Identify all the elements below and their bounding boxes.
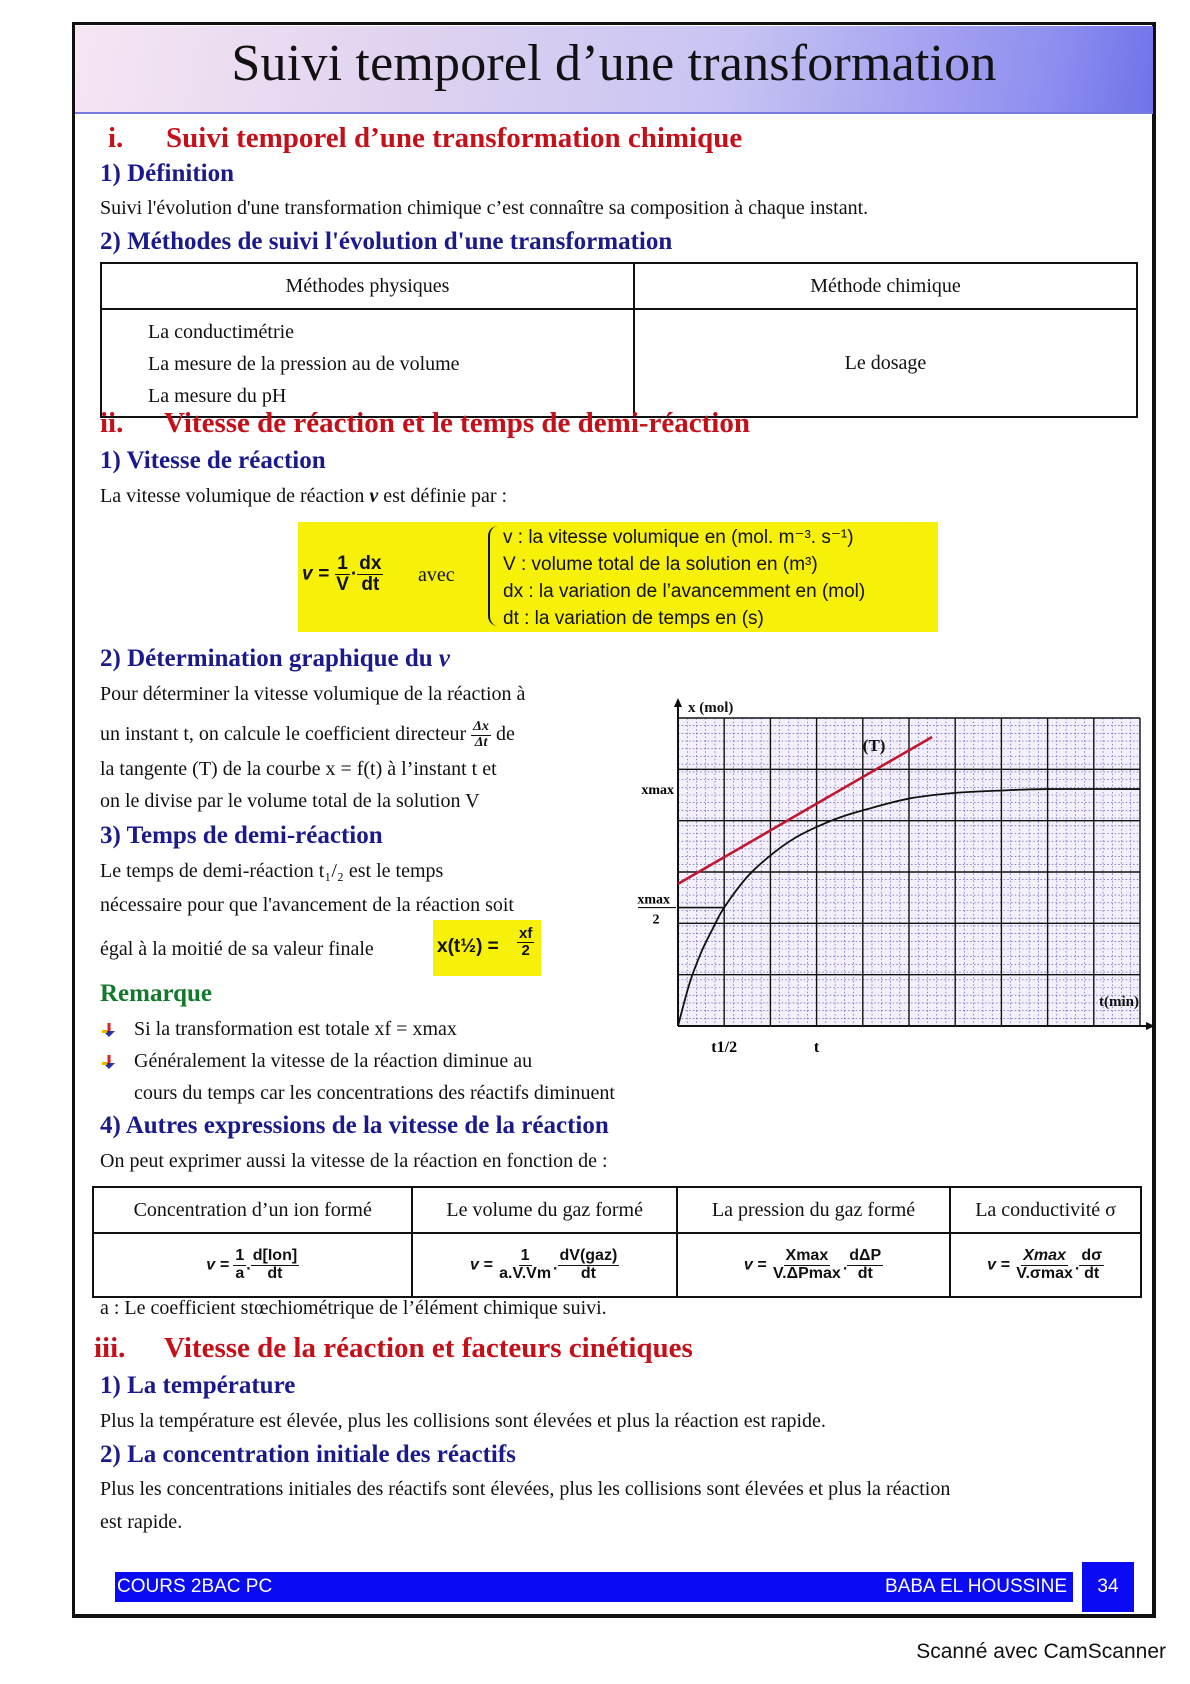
y-axis-label: x (mol)	[688, 700, 734, 716]
intro-text: La vitesse volumique de réaction	[100, 485, 370, 507]
concentration-text-1: Plus les concentrations initiales des réactifs sont élevées, plus les collisions sont élevées et plus la réaction	[100, 1478, 951, 1500]
formula-lhs: v =	[206, 1256, 229, 1274]
speed-header: La pression du gaz formé	[677, 1187, 950, 1233]
y-tick-label: xmax	[637, 892, 670, 908]
reaction-speed-intro	[100, 485, 507, 508]
frac-den: 2	[521, 941, 530, 959]
physical-methods-cell	[101, 309, 634, 417]
intro-variable: v	[369, 485, 379, 507]
remark-item-2-continued: cours du temps car les concentrations des réactifs diminuent	[134, 1082, 615, 1104]
formula-lhs: v =	[302, 563, 329, 585]
frac-num: dσ	[1081, 1246, 1103, 1264]
fraction	[1014, 1248, 1075, 1283]
section-2-heading	[100, 407, 750, 440]
arrow-down-bullet-icon	[100, 1021, 118, 1039]
fraction	[1079, 1248, 1104, 1283]
line-text-end: de	[490, 722, 515, 745]
methods-header-chemical: Méthode chimique	[634, 263, 1137, 309]
section-2-title: Vitesse de réaction et le temps de demi-réaction	[164, 407, 750, 439]
concentration-heading: 2) La concentration initiale des réactifs	[100, 1441, 516, 1468]
formula-lhs: v =	[743, 1256, 767, 1274]
speed-formula-cell: v = $\frac{1}{a}$ . $\frac{\text{d[Ion]}}{dt}$	[93, 1233, 412, 1297]
title-band	[75, 26, 1153, 114]
fraction-1-over-V	[334, 554, 351, 595]
frac-den: Δt	[474, 734, 488, 750]
definition-item: dx : la variation de l’avancemment en (mol)	[503, 581, 866, 602]
line-text: un instant t, on calcule le coefficient directeur	[100, 722, 467, 745]
half-reaction-line-3: égal à la moitié de sa valeur finale	[100, 938, 374, 960]
arrow-down-bullet-icon	[100, 1053, 118, 1071]
section-1-heading	[108, 122, 742, 155]
graphical-line-1: Pour déterminer la vitesse volumique de la réaction à	[100, 683, 526, 705]
slope-fraction	[471, 720, 491, 750]
methods-header-physical: Méthodes physiques	[101, 263, 634, 309]
speed-formula-box	[298, 522, 938, 632]
section-3-heading	[94, 1332, 693, 1365]
variable-definitions	[503, 524, 865, 632]
frac-num: d[Ion]	[252, 1246, 298, 1264]
physical-method-item: La mesure du pH	[148, 385, 287, 407]
frac-den: dt	[580, 1264, 596, 1282]
half-reaction-line-1: Le temps de demi-réaction t₁/₂ est le temps	[100, 860, 444, 882]
definition-item: v : la vitesse volumique en (mol. m⁻³. s⁻¹)	[503, 527, 854, 548]
formula-lhs: v =	[470, 1256, 493, 1274]
speed-formula: v = $\frac{1}{V}$ · $\frac{dx}{dt}$	[302, 553, 382, 595]
other-expressions-intro: On peut exprimer aussi la vitesse de la réaction en fonction de :	[100, 1150, 608, 1172]
methods-table	[100, 262, 1138, 418]
section-1-number: i.	[108, 122, 124, 154]
speed-formula-cell: v = $\frac{Xmax}{V.\Delta Pmax}$ . $\frac{\text{dΔP}}{dt}$	[677, 1233, 950, 1297]
definition-text: Suivi l'évolution d'une transformation chimique c’est connaître sa composition à chaque instant.	[100, 197, 869, 219]
graphical-line-2	[100, 720, 515, 750]
frac-den: dt	[361, 573, 380, 595]
speed-header: La conductivité σ	[950, 1187, 1141, 1233]
heading-variable: v	[438, 645, 451, 672]
physical-method-item: La conductimétrie	[148, 321, 295, 343]
frac-num: dV(gaz)	[559, 1246, 618, 1264]
temperature-heading: 1) La température	[100, 1372, 296, 1399]
frac-num: dΔP	[849, 1246, 882, 1264]
remark-text: Généralement la vitesse de la réaction diminue au	[134, 1050, 533, 1072]
formula-lhs: x(t½) =	[437, 936, 499, 957]
frac-num: Δx	[473, 719, 489, 734]
fraction	[558, 1248, 620, 1283]
fraction	[771, 1248, 843, 1283]
physical-method-item: La mesure de la pression au de volume	[148, 353, 460, 375]
frac-den: dt	[857, 1264, 873, 1282]
x-axis-label: t(min)	[1099, 994, 1139, 1010]
footer-bar	[115, 1572, 1073, 1602]
frac-num: Xmax	[785, 1246, 829, 1264]
footer-course: COURS 2BAC PC	[117, 1576, 273, 1597]
fraction	[233, 1248, 246, 1283]
section-2-number: ii.	[100, 407, 124, 439]
x-axis-arrow-icon	[1146, 1022, 1155, 1030]
frac-num: 1	[337, 553, 348, 574]
frac-den: V.σmax	[1016, 1264, 1073, 1282]
y-axis-arrow-icon	[674, 698, 682, 707]
page-number: 34	[1082, 1562, 1134, 1612]
fraction	[497, 1248, 553, 1283]
frac-den: dt	[1084, 1264, 1100, 1282]
frac-den: a.V.Vm	[499, 1264, 552, 1282]
fraction	[847, 1248, 883, 1283]
half-reaction-heading: 3) Temps de demi-réaction	[100, 822, 383, 849]
half-reaction-line-2: nécessaire pour que l'avancement de la réaction soit	[100, 894, 514, 916]
half-time-formula	[433, 920, 541, 976]
remark-text: Si la transformation est totale xf = xmax	[134, 1018, 457, 1040]
x-tick-label: t	[813, 1039, 820, 1056]
brace-symbol	[488, 526, 502, 626]
avec-label: avec	[418, 564, 455, 586]
methods-heading: 2) Méthodes de suivi l'évolution d'une transformation	[100, 228, 673, 255]
definition-heading: 1) Définition	[100, 160, 235, 187]
stoichiometric-note: a : Le coefficient stœchiométrique de l’élément chimique suivi.	[100, 1297, 607, 1319]
tangent-label: (T)	[862, 736, 886, 756]
graphical-determination-heading	[100, 645, 450, 673]
formula-lhs: v =	[987, 1256, 1010, 1274]
chemical-method-cell: Le dosage	[634, 309, 1137, 417]
section-3-number: iii.	[94, 1332, 126, 1364]
section-3-title: Vitesse de la réaction et facteurs cinétiques	[164, 1332, 693, 1364]
other-expressions-heading: 4) Autres expressions de la vitesse de la réaction	[100, 1112, 609, 1139]
frac-num: xf	[519, 925, 533, 942]
remark-heading: Remarque	[100, 980, 213, 1007]
section-1-title: Suivi temporel d’une transformation chimique	[166, 122, 743, 154]
definition-item: dt : la variation de temps en (s)	[503, 608, 764, 629]
scanner-watermark: Scanné avec CamScanner	[916, 1640, 1166, 1663]
speed-formula-cell: v = $\frac{Xmax}{V.\sigma\max}$ . $\frac{d\sigma}{dt}$	[950, 1233, 1141, 1297]
frac-num: dx	[359, 553, 382, 574]
temperature-text: Plus la température est élevée, plus les collisions sont élevées et plus la réaction est rapide.	[100, 1410, 826, 1432]
frac-den: a	[235, 1264, 245, 1282]
graphical-line-3: la tangente (T) de la courbe x = f(t) à l’instant t et	[100, 758, 497, 780]
page-title: Suivi temporel d’une transformation	[231, 35, 997, 92]
formula-fraction	[517, 926, 534, 959]
frac-num: 1	[520, 1246, 530, 1264]
frac-den: dt	[267, 1264, 283, 1282]
y-tick-label: xmax	[641, 783, 674, 799]
speed-formula-cell: v = $\frac{1}{a.V.Vm}$ . $\frac{\text{dV(gaz)}}{dt}$	[412, 1233, 676, 1297]
frac-num: 1	[235, 1246, 245, 1264]
speed-expressions-table	[92, 1186, 1142, 1298]
speed-header: Le volume du gaz formé	[412, 1187, 676, 1233]
remark-item-1	[100, 1018, 457, 1041]
y-tick-label: 2	[652, 912, 660, 928]
fraction-dx-dt	[357, 554, 383, 595]
definition-item: V : volume total de la solution en (m³)	[503, 554, 818, 575]
frac-den: V.ΔPmax	[772, 1264, 841, 1282]
heading-text: 2) Détermination graphique du	[100, 645, 439, 672]
graphical-line-4: on le divise par le volume total de la solution V	[100, 790, 480, 812]
footer-author: BABA EL HOUSSINE	[885, 1576, 1067, 1597]
fraction	[251, 1248, 299, 1283]
reaction-speed-heading: 1) Vitesse de réaction	[100, 447, 326, 474]
x-tick-label: t1/2	[711, 1039, 738, 1056]
speed-header: Concentration d’un ion formé	[93, 1187, 412, 1233]
remark-item-2	[100, 1050, 532, 1073]
advancement-time-chart	[630, 688, 1160, 1068]
intro-text-end: est définie par :	[378, 485, 508, 507]
frac-num: Xmax	[1023, 1246, 1066, 1264]
concentration-text-2: est rapide.	[100, 1511, 183, 1533]
frac-den: V	[336, 573, 349, 595]
